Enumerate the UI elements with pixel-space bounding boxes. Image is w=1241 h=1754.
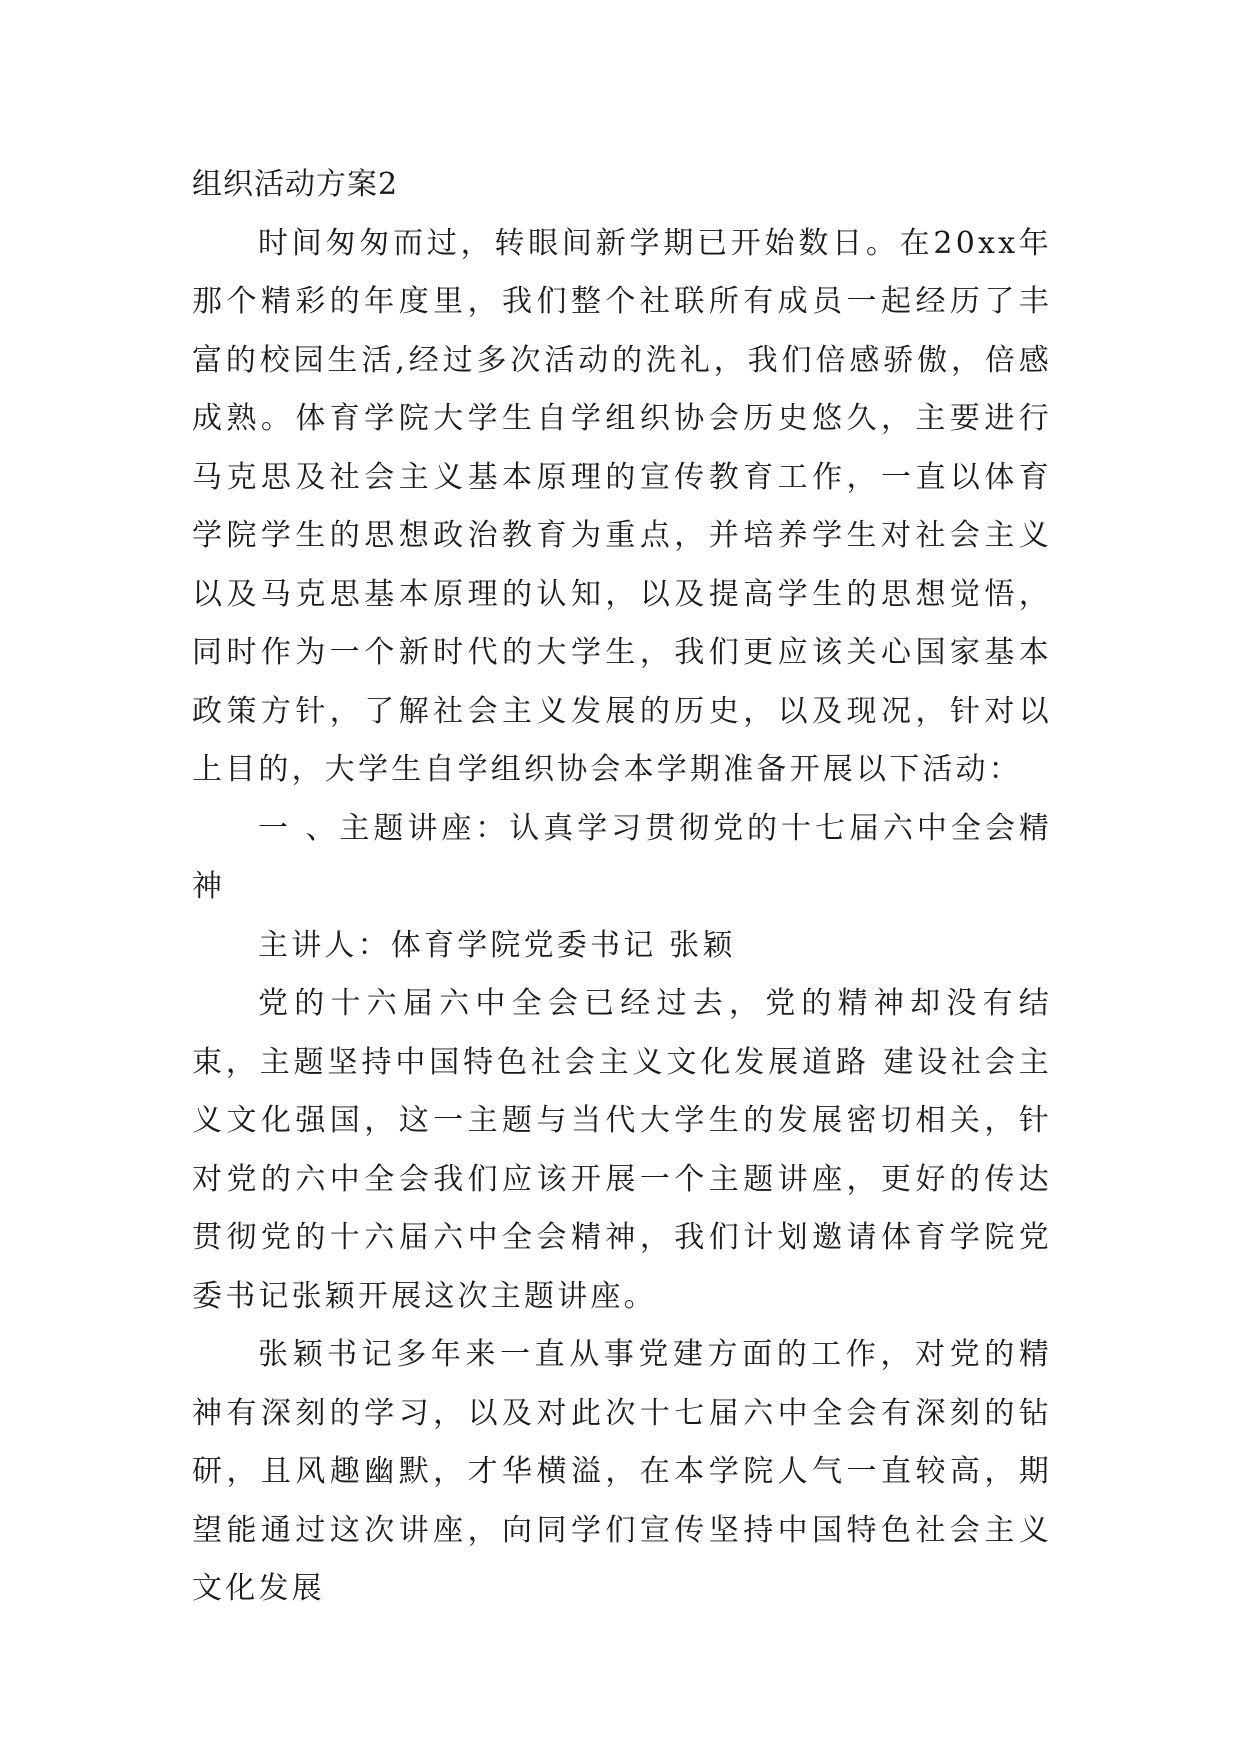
paragraph-lecture-background: 党的十六届六中全会已经过去，党的精神却没有结束，主题坚持中国特色社会主义文化发展道路 建设社会主义文化强国，这一主题与当代大学生的发展密切相关，针对党的六中全会我们应该开展一个主题讲座，更好的传达贯彻党的十六届六中全会精神，我们计划邀请体育学院党委书记张颖开展这次主题讲座。	[192, 986, 1052, 1314]
document-body	[192, 156, 1052, 1619]
section-heading-lecture: 一 、主题讲座：认真学习贯彻党的十七届六中全会精神	[192, 810, 1052, 904]
speaker-line: 主讲人：体育学院党委书记 张颖	[258, 927, 736, 963]
document-title: 组织活动方案2	[192, 167, 399, 202]
paragraph-intro: 时间匆匆而过，转眼间新学期已开始数日。在20xx年那个精彩的年度里，我们整个社联所有成员一起经历了丰富的校园生活,经过多次活动的洗礼，我们倍感骄傲，倍感成熟。体育学院大学生自学组织协会历史悠久，主要进行马克思及社会主义基本原理的宣传教育工作，一直以体育学院学生的思想政治教育为重点，并培养学生对社会主义以及马克思基本原理的认知，以及提高学生的思想觉悟，同时作为一个新时代的大学生，我们更应该关心国家基本政策方针，了解社会主义发展的历史，以及现况，针对以上目的，大学生自学组织协会本学期准备开展以下活动：	[192, 225, 1052, 787]
paragraph-speaker-description: 张颖书记多年来一直从事党建方面的工作，对党的精神有深刻的学习，以及对此次十七届六中全会有深刻的钻研，且风趣幽默，才华横溢，在本学院人气一直较高，期望能通过这次讲座，向同学们宣传坚持中国特色社会主义文化发展	[192, 1337, 1052, 1606]
